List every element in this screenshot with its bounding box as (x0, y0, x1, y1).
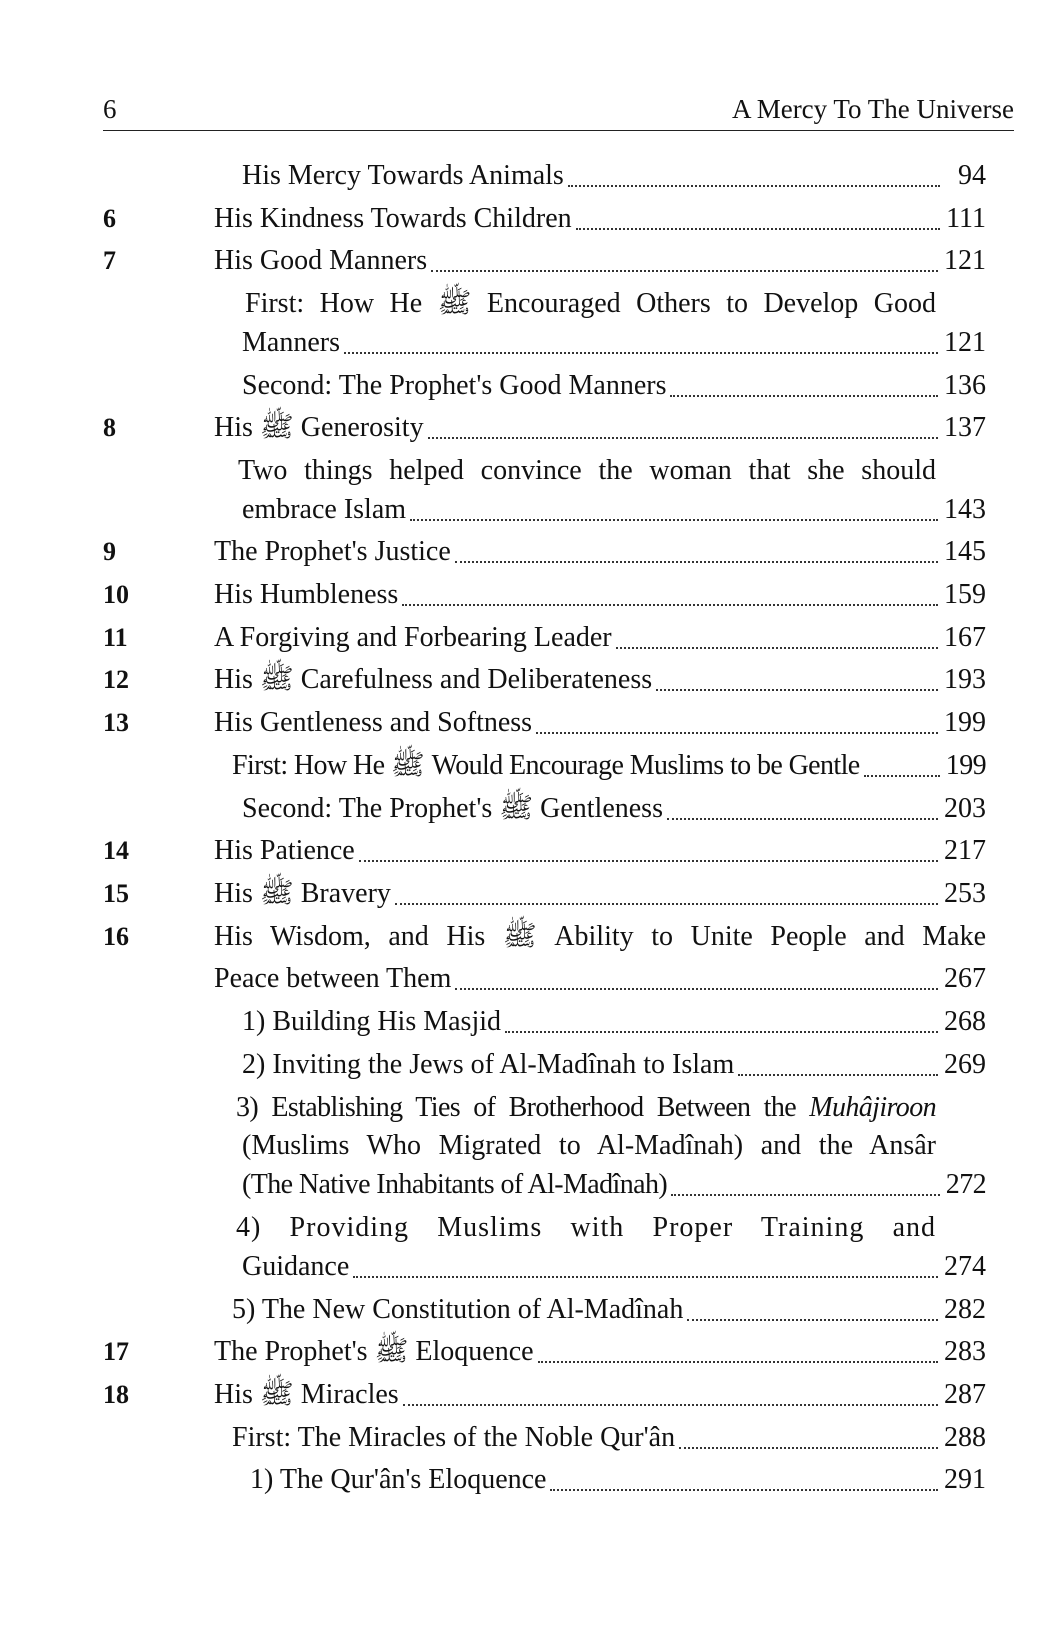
toc-entry-page: 145 (944, 536, 986, 567)
chapter-number: 16 (103, 922, 129, 951)
toc-entry-title-part: 3) Establishing Ties of Brotherhood Between the (236, 1092, 797, 1123)
toc-entry-line (0, 1208, 1057, 1248)
toc-entry-page: 283 (944, 1336, 986, 1367)
toc-entry (0, 323, 1057, 363)
leader-dots (679, 1447, 938, 1449)
leader-dots (656, 689, 938, 691)
leader-dots (536, 732, 938, 734)
leader-dots (402, 604, 938, 606)
toc-entry-title: His Wisdom, and His ﷺ Ability to Unite People and Make (214, 921, 986, 952)
leader-dots (576, 228, 940, 230)
leader-dots (616, 647, 938, 649)
toc-entry-title: Second: The Prophet's ﷺ Gentleness (242, 793, 663, 824)
toc-entry (0, 366, 1057, 406)
toc-entry (0, 241, 1057, 281)
toc-entry-title: The Prophet's Justice (214, 536, 451, 567)
leader-dots (455, 988, 938, 990)
toc-entry (0, 1418, 1057, 1458)
leader-dots (428, 437, 938, 439)
toc-entry-title: Second: The Prophet's Good Manners (242, 370, 667, 401)
leader-dots (359, 860, 938, 862)
toc-entry (0, 874, 1057, 914)
toc-entry (0, 831, 1057, 871)
chapter-number: 7 (103, 246, 116, 275)
toc-entry-page: 159 (944, 579, 986, 610)
toc-entry-title: embrace Islam (242, 494, 407, 525)
toc-entry-title: 1) Building His Masjid (242, 1006, 502, 1037)
chapter-number: 17 (103, 1337, 129, 1366)
toc-entry-page: 253 (944, 878, 986, 909)
toc-entry-title: Peace between Them (214, 963, 452, 994)
toc-entry-page: 217 (944, 835, 986, 866)
page-header (103, 90, 1014, 131)
toc-entry-page: 287 (944, 1379, 986, 1410)
toc-entry-title: His Kindness Towards Children (214, 203, 572, 234)
toc-entry-page: 282 (944, 1294, 986, 1325)
running-title: A Mercy To The Universe (731, 94, 1014, 124)
toc-entry-page: 267 (944, 963, 986, 994)
toc-entry-title: His ﷺ Miracles (214, 1379, 399, 1410)
chapter-number: 15 (103, 879, 129, 908)
leader-dots (344, 352, 938, 354)
toc-entry-title: A Forgiving and Forbearing Leader (214, 622, 612, 653)
toc-entry (0, 1045, 1057, 1085)
toc-entry (0, 532, 1057, 572)
leader-dots (455, 561, 938, 563)
toc-entry-page: 167 (944, 622, 986, 653)
leader-dots (671, 1194, 940, 1196)
toc-entry-title: (Muslims Who Migrated to Al-Madînah) and the Ansâr (242, 1130, 936, 1161)
leader-dots (738, 1074, 938, 1076)
toc-entry-title: His Mercy Towards Animals (242, 160, 564, 191)
leader-dots (550, 1489, 938, 1491)
chapter-number: 14 (103, 836, 129, 865)
leader-dots (395, 903, 938, 905)
toc-entry-line (0, 284, 1057, 324)
toc-entry (0, 1002, 1057, 1042)
toc-entry-title: His Good Manners (214, 245, 428, 276)
toc-entry (0, 1375, 1057, 1415)
toc-entry-title: Guidance (242, 1251, 350, 1282)
toc-entry-page: 199 (945, 750, 986, 781)
toc-entry-page: 121 (944, 245, 986, 276)
toc-entry-line (0, 1126, 1057, 1166)
leader-dots (864, 775, 940, 777)
toc-entry (0, 1247, 1057, 1287)
toc-entry-page: 136 (944, 370, 986, 401)
toc-entry (0, 199, 1057, 239)
toc-entry-page: 137 (944, 412, 986, 443)
chapter-number: 18 (103, 1380, 129, 1409)
leader-dots (687, 1319, 938, 1321)
toc-entry (0, 703, 1057, 743)
toc-entry-title: His ﷺ Carefulness and Deliberateness (214, 664, 653, 695)
toc-entry-line (0, 451, 1057, 491)
leader-dots (353, 1276, 938, 1278)
toc-entry-title: 2) Inviting the Jews of Al-Madînah to Islam (242, 1049, 735, 1080)
toc-entry-title: His ﷺ Generosity (214, 412, 424, 443)
chapter-number: 9 (103, 537, 116, 566)
chapter-number: 12 (103, 665, 129, 694)
leader-dots (670, 395, 938, 397)
toc-entry-line (0, 917, 1057, 957)
chapter-number: 10 (103, 580, 129, 609)
toc-entry-title (236, 1088, 936, 1128)
leader-dots (538, 1361, 938, 1363)
toc-entry-title: First: How He ﷺ Would Encourage Muslims to be Gentle (232, 750, 860, 781)
toc-entry-page: 121 (944, 327, 986, 358)
toc-entry-title: His ﷺ Bravery (214, 878, 391, 909)
toc-entry-title-italic: Muhâjiroon (809, 1092, 936, 1123)
leader-dots (505, 1031, 938, 1033)
toc-entry-page: 203 (944, 793, 986, 824)
toc-entry-title: 1) The Qur'ân's Eloquence (250, 1464, 547, 1495)
toc-entry (0, 746, 1057, 786)
toc-entry-page: 274 (944, 1251, 986, 1282)
toc-entry-title: 4) Providing Muslims with Proper Training and (236, 1212, 936, 1243)
chapter-number: 8 (103, 413, 116, 442)
leader-dots (403, 1404, 938, 1406)
toc-entry-title: The Prophet's ﷺ Eloquence (214, 1336, 534, 1367)
chapter-number: 11 (103, 623, 128, 652)
toc-entry-page: 291 (944, 1464, 986, 1495)
leader-dots (410, 519, 938, 521)
leader-dots (568, 185, 940, 187)
toc-entry-line (0, 1088, 1057, 1128)
toc-entry-page: 288 (944, 1422, 986, 1453)
toc-entry (0, 660, 1057, 700)
toc-entry-page: 199 (944, 707, 986, 738)
toc-entry-page: 143 (944, 494, 986, 525)
toc-entry (0, 1165, 1057, 1205)
toc-entry-title: His Patience (214, 835, 355, 866)
toc-entry (0, 490, 1057, 530)
toc-entry (0, 1460, 1057, 1500)
toc-entry-title: (The Native Inhabitants of Al-Madînah) (242, 1169, 668, 1200)
toc-entry-page: 272 (945, 1169, 986, 1200)
toc-entry-page: 268 (944, 1006, 986, 1037)
toc-entry (0, 1290, 1057, 1330)
toc-entry-title: 5) The New Constitution of Al-Madînah (232, 1294, 684, 1325)
toc-entry (0, 408, 1057, 448)
toc-entry-page: 269 (944, 1049, 986, 1080)
toc-entry (0, 789, 1057, 829)
toc-entry (0, 1332, 1057, 1372)
chapter-number: 6 (103, 204, 116, 233)
leader-dots (431, 270, 938, 272)
toc-entry-title: His Gentleness and Softness (214, 707, 533, 738)
toc-entry (0, 618, 1057, 658)
toc-entry-title: First: How He ﷺ Encouraged Others to Develop Good (245, 288, 936, 319)
toc-entry (0, 959, 1057, 999)
toc-entry-title: Manners (242, 327, 340, 358)
page-number: 6 (103, 94, 117, 124)
toc-entry (0, 156, 1057, 196)
chapter-number: 13 (103, 708, 129, 737)
toc-entry-page: 193 (944, 664, 986, 695)
toc-entry-title: Two things helped convince the woman that she should (238, 455, 936, 486)
toc-entry-title: His Humbleness (214, 579, 399, 610)
toc-entry-page: 111 (946, 203, 986, 234)
toc-entry-title: First: The Miracles of the Noble Qur'ân (232, 1422, 676, 1453)
toc-entry (0, 575, 1057, 615)
leader-dots (667, 818, 938, 820)
toc-entry-page: 94 (958, 160, 986, 191)
